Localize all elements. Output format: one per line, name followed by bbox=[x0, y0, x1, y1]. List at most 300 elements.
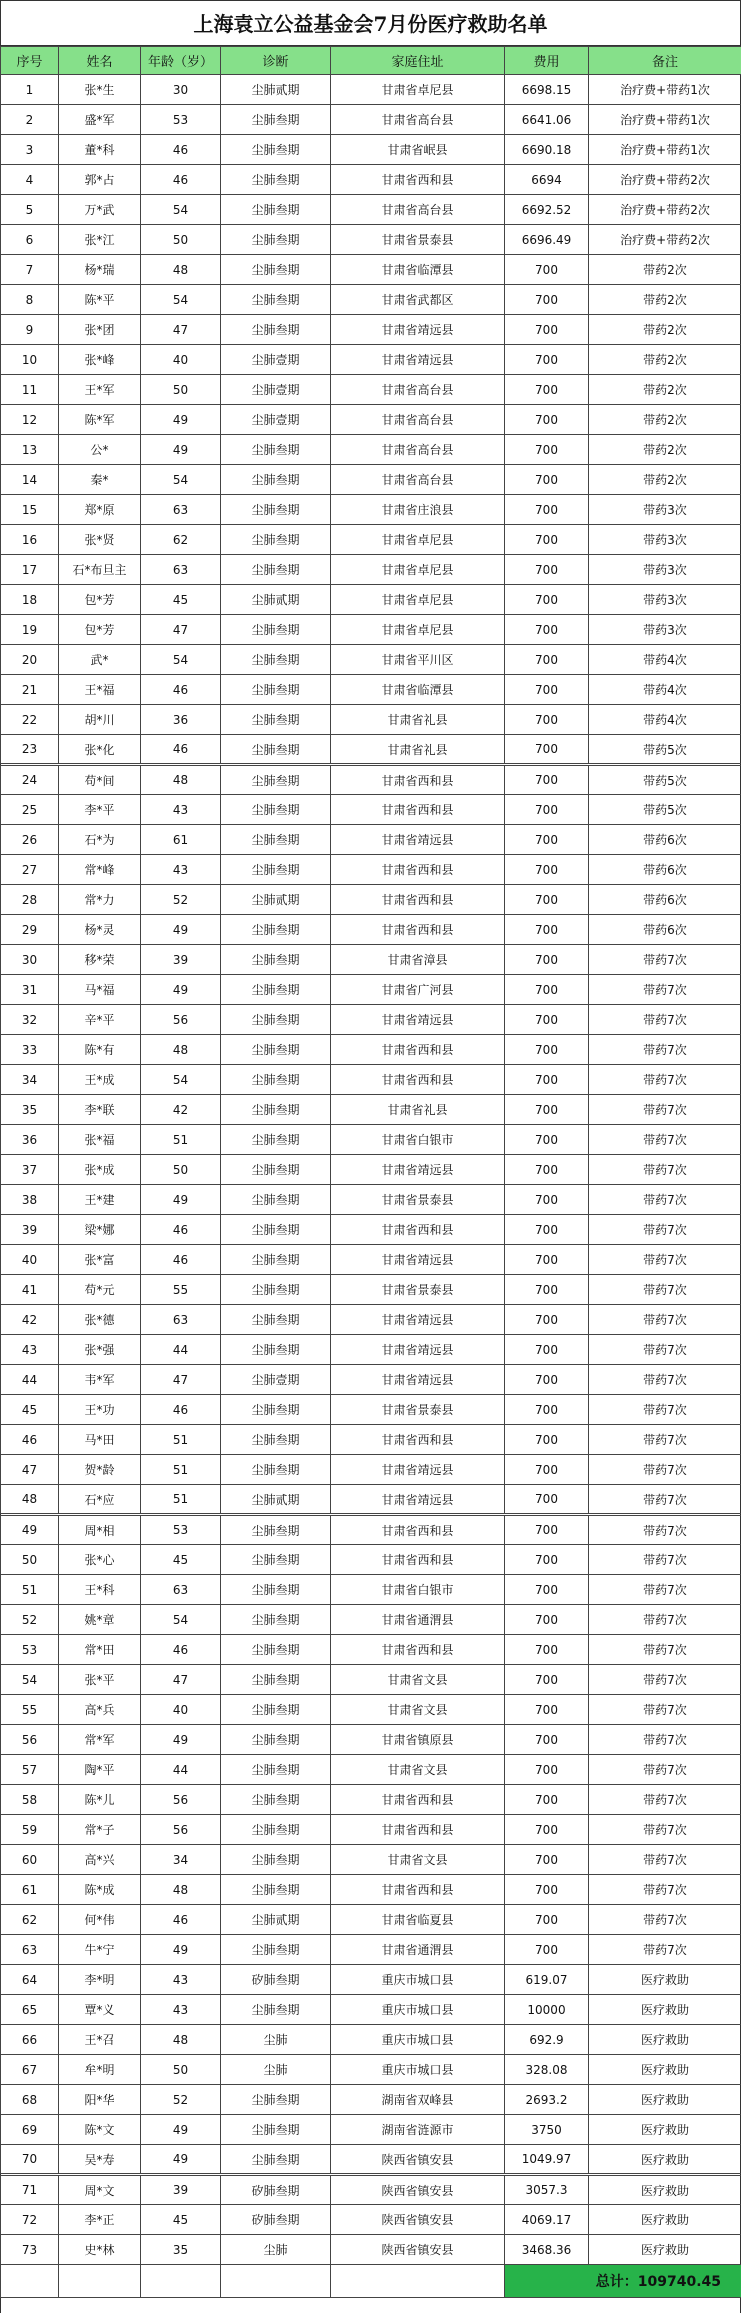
cell-address: 甘肃省靖远县 bbox=[331, 825, 505, 855]
cell-index: 17 bbox=[1, 555, 59, 585]
cell-address: 甘肃省高台县 bbox=[331, 105, 505, 135]
cell-address: 甘肃省西和县 bbox=[331, 765, 505, 795]
table-row bbox=[1, 915, 741, 945]
cell-diagnosis: 尘肺叁期 bbox=[221, 1755, 331, 1785]
cell-note: 医疗救助 bbox=[589, 1965, 741, 1995]
cell-note: 带药7次 bbox=[589, 1065, 741, 1095]
cell-age: 49 bbox=[141, 975, 221, 1005]
cell-index: 57 bbox=[1, 1755, 59, 1785]
cell-age: 35 bbox=[141, 2235, 221, 2265]
cell-name: 秦* bbox=[59, 465, 141, 495]
cell-name: 吴*寿 bbox=[59, 2145, 141, 2175]
cell-cost: 700 bbox=[505, 1215, 589, 1245]
cell-age: 40 bbox=[141, 1695, 221, 1725]
cell-diagnosis: 尘肺叁期 bbox=[221, 1455, 331, 1485]
cell-address: 甘肃省西和县 bbox=[331, 885, 505, 915]
cell-diagnosis: 尘肺贰期 bbox=[221, 1485, 331, 1515]
cell-address: 甘肃省礼县 bbox=[331, 1095, 505, 1125]
cell-index: 23 bbox=[1, 735, 59, 765]
cell-name: 牟*明 bbox=[59, 2055, 141, 2085]
cell-address: 甘肃省西和县 bbox=[331, 1635, 505, 1665]
cell-age: 49 bbox=[141, 915, 221, 945]
table-body bbox=[1, 75, 741, 2265]
cell-index: 28 bbox=[1, 885, 59, 915]
table-row bbox=[1, 435, 741, 465]
cell-address: 甘肃省漳县 bbox=[331, 945, 505, 975]
cell-diagnosis: 尘肺叁期 bbox=[221, 1035, 331, 1065]
cell-name: 张*富 bbox=[59, 1245, 141, 1275]
table-row bbox=[1, 2115, 741, 2145]
cell-address: 甘肃省靖远县 bbox=[331, 1155, 505, 1185]
cell-diagnosis: 尘肺叁期 bbox=[221, 555, 331, 585]
cell-cost: 700 bbox=[505, 945, 589, 975]
cell-index: 20 bbox=[1, 645, 59, 675]
cell-cost: 700 bbox=[505, 1665, 589, 1695]
table-row bbox=[1, 1215, 741, 1245]
cell-index: 15 bbox=[1, 495, 59, 525]
cell-name: 盛*军 bbox=[59, 105, 141, 135]
cell-index: 39 bbox=[1, 1215, 59, 1245]
cell-name: 陈*军 bbox=[59, 405, 141, 435]
cell-diagnosis: 尘肺叁期 bbox=[221, 1935, 331, 1965]
cell-name: 张*平 bbox=[59, 1665, 141, 1695]
cell-age: 43 bbox=[141, 855, 221, 885]
cell-name: 郭*占 bbox=[59, 165, 141, 195]
cell-name: 胡*川 bbox=[59, 705, 141, 735]
cell-note: 带药2次 bbox=[589, 435, 741, 465]
cell-address: 甘肃省景泰县 bbox=[331, 225, 505, 255]
cell-cost: 700 bbox=[505, 1365, 589, 1395]
cell-index: 18 bbox=[1, 585, 59, 615]
cell-age: 54 bbox=[141, 465, 221, 495]
cell-address: 甘肃省礼县 bbox=[331, 705, 505, 735]
cell-address: 甘肃省高台县 bbox=[331, 195, 505, 225]
cell-index: 32 bbox=[1, 1005, 59, 1035]
cell-diagnosis: 尘肺叁期 bbox=[221, 1845, 331, 1875]
cell-note: 治疗费+带药1次 bbox=[589, 105, 741, 135]
table-row bbox=[1, 765, 741, 795]
cell-age: 46 bbox=[141, 675, 221, 705]
cell-index: 56 bbox=[1, 1725, 59, 1755]
cell-address: 重庆市城口县 bbox=[331, 2055, 505, 2085]
cell-cost: 700 bbox=[505, 1905, 589, 1935]
cell-index: 22 bbox=[1, 705, 59, 735]
cell-note: 带药2次 bbox=[589, 465, 741, 495]
table-row bbox=[1, 945, 741, 975]
table-row bbox=[1, 2145, 741, 2175]
table-row bbox=[1, 1515, 741, 1545]
cell-age: 56 bbox=[141, 1785, 221, 1815]
cell-diagnosis: 尘肺叁期 bbox=[221, 1395, 331, 1425]
cell-name: 牛*宁 bbox=[59, 1935, 141, 1965]
cell-note: 带药7次 bbox=[589, 1545, 741, 1575]
cell-cost: 700 bbox=[505, 765, 589, 795]
cell-address: 甘肃省西和县 bbox=[331, 795, 505, 825]
cell-note: 带药7次 bbox=[589, 1935, 741, 1965]
table-row bbox=[1, 1845, 741, 1875]
cell-index: 72 bbox=[1, 2205, 59, 2235]
cell-name: 王*召 bbox=[59, 2025, 141, 2055]
cell-address: 甘肃省西和县 bbox=[331, 1515, 505, 1545]
cell-index: 65 bbox=[1, 1995, 59, 2025]
table-row bbox=[1, 585, 741, 615]
cell-index: 2 bbox=[1, 105, 59, 135]
cell-index: 25 bbox=[1, 795, 59, 825]
cell-note: 医疗救助 bbox=[589, 1995, 741, 2025]
cell-cost: 700 bbox=[505, 1275, 589, 1305]
cell-age: 44 bbox=[141, 1335, 221, 1365]
cell-age: 51 bbox=[141, 1125, 221, 1155]
cell-age: 46 bbox=[141, 1635, 221, 1665]
cell-index: 3 bbox=[1, 135, 59, 165]
cell-name: 周*相 bbox=[59, 1515, 141, 1545]
cell-cost: 700 bbox=[505, 1065, 589, 1095]
cell-index: 71 bbox=[1, 2175, 59, 2205]
cell-cost: 6696.49 bbox=[505, 225, 589, 255]
cell-note: 带药7次 bbox=[589, 1155, 741, 1185]
cell-cost: 700 bbox=[505, 1335, 589, 1365]
cell-cost: 700 bbox=[505, 1935, 589, 1965]
cell-address: 甘肃省卓尼县 bbox=[331, 585, 505, 615]
cell-address: 甘肃省靖远县 bbox=[331, 315, 505, 345]
cell-cost: 619.07 bbox=[505, 1965, 589, 1995]
table-row bbox=[1, 1755, 741, 1785]
cell-index: 69 bbox=[1, 2115, 59, 2145]
table-row bbox=[1, 1815, 741, 1845]
cell-address: 甘肃省临潭县 bbox=[331, 675, 505, 705]
cell-name: 王*科 bbox=[59, 1575, 141, 1605]
cell-cost: 4069.17 bbox=[505, 2205, 589, 2235]
cell-diagnosis: 尘肺壹期 bbox=[221, 405, 331, 435]
cell-cost: 700 bbox=[505, 1845, 589, 1875]
col-header-diagnosis: 诊断 bbox=[221, 47, 331, 75]
cell-index: 46 bbox=[1, 1425, 59, 1455]
cell-diagnosis: 尘肺叁期 bbox=[221, 255, 331, 285]
cell-index: 24 bbox=[1, 765, 59, 795]
col-header-cost: 费用 bbox=[505, 47, 589, 75]
cell-name: 公* bbox=[59, 435, 141, 465]
cell-age: 51 bbox=[141, 1455, 221, 1485]
cell-note: 带药7次 bbox=[589, 1005, 741, 1035]
cell-address: 甘肃省卓尼县 bbox=[331, 555, 505, 585]
cell-index: 13 bbox=[1, 435, 59, 465]
cell-diagnosis: 尘肺叁期 bbox=[221, 1665, 331, 1695]
table-row bbox=[1, 975, 741, 1005]
cell-diagnosis: 尘肺叁期 bbox=[221, 855, 331, 885]
cell-name: 张*强 bbox=[59, 1335, 141, 1365]
cell-cost: 700 bbox=[505, 1125, 589, 1155]
cell-age: 54 bbox=[141, 1065, 221, 1095]
cell-name: 苟*间 bbox=[59, 765, 141, 795]
cell-index: 48 bbox=[1, 1485, 59, 1515]
cell-address: 甘肃省文县 bbox=[331, 1755, 505, 1785]
cell-age: 30 bbox=[141, 75, 221, 105]
cell-index: 38 bbox=[1, 1185, 59, 1215]
table-row bbox=[1, 1335, 741, 1365]
cell-index: 40 bbox=[1, 1245, 59, 1275]
cell-name: 史*林 bbox=[59, 2235, 141, 2265]
cell-diagnosis: 尘肺叁期 bbox=[221, 705, 331, 735]
cell-name: 杨*灵 bbox=[59, 915, 141, 945]
cell-address: 重庆市城口县 bbox=[331, 1995, 505, 2025]
cell-diagnosis: 尘肺叁期 bbox=[221, 1515, 331, 1545]
cell-diagnosis: 尘肺叁期 bbox=[221, 1215, 331, 1245]
cell-cost: 6694 bbox=[505, 165, 589, 195]
cell-address: 甘肃省白银市 bbox=[331, 1575, 505, 1605]
cell-age: 51 bbox=[141, 1485, 221, 1515]
cell-age: 45 bbox=[141, 585, 221, 615]
cell-index: 7 bbox=[1, 255, 59, 285]
cell-cost: 700 bbox=[505, 1245, 589, 1275]
cell-note: 带药3次 bbox=[589, 585, 741, 615]
table-row bbox=[1, 885, 741, 915]
cell-diagnosis: 尘肺叁期 bbox=[221, 1815, 331, 1845]
cell-diagnosis: 尘肺壹期 bbox=[221, 1365, 331, 1395]
table-row bbox=[1, 1425, 741, 1455]
total-label: 总计： bbox=[595, 2274, 638, 2290]
cell-note: 带药7次 bbox=[589, 1605, 741, 1635]
cell-diagnosis: 矽肺叁期 bbox=[221, 2205, 331, 2235]
cell-note: 带药2次 bbox=[589, 255, 741, 285]
cell-address: 湖南省涟源市 bbox=[331, 2115, 505, 2145]
cell-cost: 700 bbox=[505, 1545, 589, 1575]
cell-name: 王*福 bbox=[59, 675, 141, 705]
cell-note: 带药7次 bbox=[589, 1485, 741, 1515]
cell-address: 甘肃省平川区 bbox=[331, 645, 505, 675]
cell-name: 王*建 bbox=[59, 1185, 141, 1215]
cell-address: 甘肃省卓尼县 bbox=[331, 525, 505, 555]
cell-cost: 700 bbox=[505, 1005, 589, 1035]
cell-cost: 700 bbox=[505, 285, 589, 315]
cell-age: 63 bbox=[141, 495, 221, 525]
cell-name: 常*田 bbox=[59, 1635, 141, 1665]
cell-address: 甘肃省广河县 bbox=[331, 975, 505, 1005]
cell-cost: 6692.52 bbox=[505, 195, 589, 225]
cell-age: 48 bbox=[141, 2025, 221, 2055]
cell-note: 带药4次 bbox=[589, 705, 741, 735]
table-row bbox=[1, 1665, 741, 1695]
cell-diagnosis: 尘肺壹期 bbox=[221, 375, 331, 405]
cell-diagnosis: 尘肺叁期 bbox=[221, 1605, 331, 1635]
cell-cost: 700 bbox=[505, 615, 589, 645]
cell-diagnosis: 尘肺叁期 bbox=[221, 1725, 331, 1755]
cell-age: 49 bbox=[141, 1935, 221, 1965]
cell-note: 带药7次 bbox=[589, 1125, 741, 1155]
cell-cost: 700 bbox=[505, 1425, 589, 1455]
table-row bbox=[1, 2025, 741, 2055]
cell-note: 带药2次 bbox=[589, 345, 741, 375]
cell-index: 14 bbox=[1, 465, 59, 495]
cell-name: 高*兴 bbox=[59, 1845, 141, 1875]
table-row bbox=[1, 315, 741, 345]
cell-name: 常*子 bbox=[59, 1815, 141, 1845]
cell-age: 56 bbox=[141, 1815, 221, 1845]
cell-age: 43 bbox=[141, 1995, 221, 2025]
cell-note: 医疗救助 bbox=[589, 2115, 741, 2145]
table-row bbox=[1, 2175, 741, 2205]
cell-note: 带药7次 bbox=[589, 1665, 741, 1695]
cell-note: 带药7次 bbox=[589, 1575, 741, 1605]
cell-name: 陈*儿 bbox=[59, 1785, 141, 1815]
cell-note: 医疗救助 bbox=[589, 2145, 741, 2175]
cell-index: 62 bbox=[1, 1905, 59, 1935]
cell-name: 姚*章 bbox=[59, 1605, 141, 1635]
cell-index: 63 bbox=[1, 1935, 59, 1965]
cell-cost: 700 bbox=[505, 645, 589, 675]
col-header-name: 姓名 bbox=[59, 47, 141, 75]
cell-cost: 700 bbox=[505, 855, 589, 885]
cell-age: 46 bbox=[141, 1905, 221, 1935]
cell-note: 带药7次 bbox=[589, 1305, 741, 1335]
cell-age: 48 bbox=[141, 1035, 221, 1065]
cell-cost: 10000 bbox=[505, 1995, 589, 2025]
cell-cost: 6698.15 bbox=[505, 75, 589, 105]
cell-diagnosis: 尘肺叁期 bbox=[221, 2085, 331, 2115]
cell-address: 甘肃省通渭县 bbox=[331, 1605, 505, 1635]
cell-cost: 700 bbox=[505, 1155, 589, 1185]
cell-note: 带药3次 bbox=[589, 525, 741, 555]
table-row bbox=[1, 1875, 741, 1905]
cell-address: 甘肃省景泰县 bbox=[331, 1275, 505, 1305]
cell-diagnosis: 尘肺叁期 bbox=[221, 615, 331, 645]
cell-diagnosis: 尘肺叁期 bbox=[221, 1305, 331, 1335]
cell-address: 甘肃省白银市 bbox=[331, 1125, 505, 1155]
cell-age: 50 bbox=[141, 225, 221, 255]
cell-address: 甘肃省靖远县 bbox=[331, 1455, 505, 1485]
cell-index: 49 bbox=[1, 1515, 59, 1545]
cell-note: 带药7次 bbox=[589, 1275, 741, 1305]
cell-address: 陕西省镇安县 bbox=[331, 2145, 505, 2175]
cell-diagnosis: 尘肺叁期 bbox=[221, 945, 331, 975]
cell-cost: 700 bbox=[505, 1455, 589, 1485]
total-empty-5 bbox=[331, 2265, 505, 2298]
cell-cost: 700 bbox=[505, 495, 589, 525]
cell-index: 21 bbox=[1, 675, 59, 705]
cell-address: 甘肃省西和县 bbox=[331, 1425, 505, 1455]
table-row bbox=[1, 1995, 741, 2025]
cell-name: 张*德 bbox=[59, 1305, 141, 1335]
cell-diagnosis: 尘肺叁期 bbox=[221, 285, 331, 315]
cell-note: 带药7次 bbox=[589, 1905, 741, 1935]
cell-index: 70 bbox=[1, 2145, 59, 2175]
cell-name: 张*福 bbox=[59, 1125, 141, 1155]
cell-index: 54 bbox=[1, 1665, 59, 1695]
cell-cost: 700 bbox=[505, 585, 589, 615]
cell-diagnosis: 尘肺叁期 bbox=[221, 675, 331, 705]
cell-diagnosis: 尘肺叁期 bbox=[221, 435, 331, 465]
cell-age: 63 bbox=[141, 555, 221, 585]
table-row bbox=[1, 75, 741, 105]
cell-name: 王*成 bbox=[59, 1065, 141, 1095]
cell-name: 辛*平 bbox=[59, 1005, 141, 1035]
cell-name: 李*正 bbox=[59, 2205, 141, 2235]
cell-name: 高*兵 bbox=[59, 1695, 141, 1725]
cell-name: 陈*成 bbox=[59, 1875, 141, 1905]
cell-name: 张*贤 bbox=[59, 525, 141, 555]
table-row bbox=[1, 735, 741, 765]
cell-address: 甘肃省靖远县 bbox=[331, 1005, 505, 1035]
cell-note: 带药6次 bbox=[589, 825, 741, 855]
cell-note: 带药2次 bbox=[589, 375, 741, 405]
cell-cost: 700 bbox=[505, 675, 589, 705]
cell-diagnosis: 尘肺叁期 bbox=[221, 2145, 331, 2175]
table-row bbox=[1, 1905, 741, 1935]
cell-cost: 700 bbox=[505, 1605, 589, 1635]
cell-cost: 700 bbox=[505, 1755, 589, 1785]
cell-address: 甘肃省卓尼县 bbox=[331, 75, 505, 105]
cell-diagnosis: 尘肺叁期 bbox=[221, 105, 331, 135]
cell-diagnosis: 尘肺叁期 bbox=[221, 1275, 331, 1305]
cell-diagnosis: 尘肺叁期 bbox=[221, 1545, 331, 1575]
cell-index: 66 bbox=[1, 2025, 59, 2055]
header-row bbox=[1, 47, 741, 75]
cell-cost: 700 bbox=[505, 315, 589, 345]
cell-index: 43 bbox=[1, 1335, 59, 1365]
cell-index: 60 bbox=[1, 1845, 59, 1875]
cell-diagnosis: 尘肺叁期 bbox=[221, 1335, 331, 1365]
cell-diagnosis: 尘肺叁期 bbox=[221, 2115, 331, 2145]
cell-diagnosis: 尘肺贰期 bbox=[221, 75, 331, 105]
total-empty-3 bbox=[141, 2265, 221, 2298]
table-row bbox=[1, 195, 741, 225]
cell-index: 10 bbox=[1, 345, 59, 375]
table-row bbox=[1, 1365, 741, 1395]
cell-diagnosis: 尘肺 bbox=[221, 2055, 331, 2085]
cell-address: 甘肃省高台县 bbox=[331, 465, 505, 495]
cell-address: 甘肃省文县 bbox=[331, 1845, 505, 1875]
cell-address: 甘肃省西和县 bbox=[331, 165, 505, 195]
cell-cost: 700 bbox=[505, 705, 589, 735]
cell-index: 34 bbox=[1, 1065, 59, 1095]
cell-address: 陕西省镇安县 bbox=[331, 2175, 505, 2205]
cell-index: 52 bbox=[1, 1605, 59, 1635]
cell-index: 33 bbox=[1, 1035, 59, 1065]
cell-address: 甘肃省高台县 bbox=[331, 405, 505, 435]
table-row bbox=[1, 1575, 741, 1605]
cell-note: 带药2次 bbox=[589, 285, 741, 315]
table-row bbox=[1, 615, 741, 645]
cell-note: 治疗费+带药2次 bbox=[589, 165, 741, 195]
cell-cost: 700 bbox=[505, 1305, 589, 1335]
total-empty-1 bbox=[1, 2265, 59, 2298]
cell-note: 治疗费+带药2次 bbox=[589, 195, 741, 225]
cell-note: 带药7次 bbox=[589, 1755, 741, 1785]
cell-address: 甘肃省文县 bbox=[331, 1695, 505, 1725]
cell-address: 湖南省双峰县 bbox=[331, 2085, 505, 2115]
cell-note: 带药7次 bbox=[589, 1425, 741, 1455]
cell-name: 张*心 bbox=[59, 1545, 141, 1575]
table-row bbox=[1, 1935, 741, 1965]
cell-age: 49 bbox=[141, 2145, 221, 2175]
cell-diagnosis: 尘肺叁期 bbox=[221, 1695, 331, 1725]
cell-cost: 328.08 bbox=[505, 2055, 589, 2085]
cell-index: 45 bbox=[1, 1395, 59, 1425]
cell-name: 马*田 bbox=[59, 1425, 141, 1455]
aid-table bbox=[0, 46, 741, 2298]
cell-name: 张*江 bbox=[59, 225, 141, 255]
cell-age: 63 bbox=[141, 1305, 221, 1335]
cell-address: 甘肃省文县 bbox=[331, 1665, 505, 1695]
cell-diagnosis: 尘肺叁期 bbox=[221, 495, 331, 525]
cell-age: 53 bbox=[141, 1515, 221, 1545]
cell-age: 49 bbox=[141, 435, 221, 465]
cell-name: 常*力 bbox=[59, 885, 141, 915]
cell-diagnosis: 尘肺叁期 bbox=[221, 765, 331, 795]
cell-address: 甘肃省靖远县 bbox=[331, 1245, 505, 1275]
cell-cost: 3057.3 bbox=[505, 2175, 589, 2205]
cell-note: 带药7次 bbox=[589, 1815, 741, 1845]
cell-cost: 700 bbox=[505, 1095, 589, 1125]
